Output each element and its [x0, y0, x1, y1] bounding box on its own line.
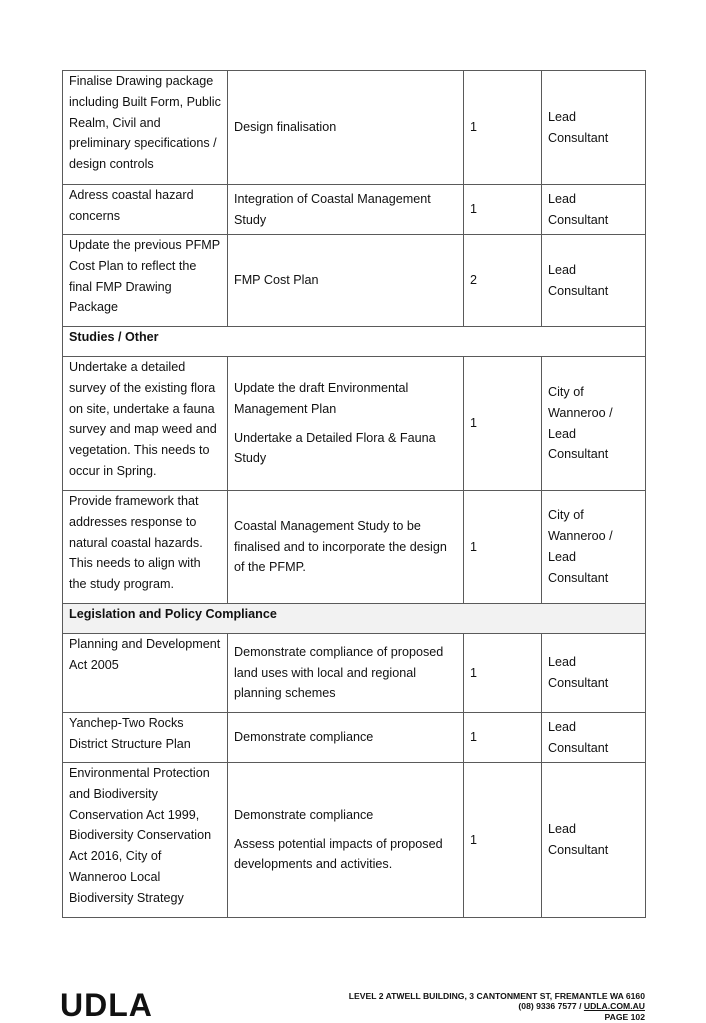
responsibility-cell: Lead Consultant	[542, 235, 646, 327]
footer-website-link[interactable]: UDLA.COM.AU	[583, 1001, 645, 1012]
deliverable-text: Demonstrate compliance	[234, 807, 374, 822]
table-body	[63, 71, 646, 918]
priority-cell: 1	[464, 185, 542, 235]
task-cell: Provide framework that addresses response to natural coastal hazards. This needs to align with the study program.	[63, 491, 228, 604]
deliverable-cell	[228, 235, 464, 327]
deliverable-text: Update the draft Environmental Management Plan	[234, 380, 409, 416]
task-cell: Planning and Development Act 2005	[63, 634, 228, 713]
responsibility-cell: Lead Consultant	[542, 71, 646, 185]
task-cell: Environmental Protection and Biodiversity Conservation Act 1999, Biodiversity Conservation Act 2016, City of Wanneroo Local Biodiversity Strategy	[63, 763, 228, 918]
responsibility-cell: City of Wanneroo / Lead Consultant	[542, 357, 646, 491]
section-row	[63, 327, 646, 357]
table-row	[63, 763, 646, 918]
table-row	[63, 357, 646, 491]
priority-cell: 1	[464, 763, 542, 918]
responsibility-cell: Lead Consultant	[542, 763, 646, 918]
deliverable-text: Demonstrate compliance	[234, 730, 374, 745]
deliverable-cell	[228, 491, 464, 604]
section-heading: Studies / Other	[63, 327, 646, 357]
task-cell: Finalise Drawing package including Built Form, Public Realm, Civil and preliminary specifications / design controls	[63, 71, 228, 185]
footer-phone-line	[349, 1001, 645, 1011]
deliverable-text: Design finalisation	[234, 120, 337, 135]
deliverable-text: Coastal Management Study to be finalised and to incorporate the design of the PFMP.	[234, 518, 447, 575]
priority-cell: 1	[464, 713, 542, 763]
task-cell: Yanchep-Two Rocks District Structure Plan	[63, 713, 228, 763]
responsibility-cell: Lead Consultant	[542, 185, 646, 235]
deliverable-cell	[228, 763, 464, 918]
deliverable-cell	[228, 357, 464, 491]
task-cell: Undertake a detailed survey of the existing flora on site, undertake a fauna survey and map weed and vegetation. This needs to occur in Spring.	[63, 357, 228, 491]
table-row	[63, 634, 646, 713]
footer-page-number: PAGE 102	[604, 1011, 645, 1022]
footer-contact	[349, 991, 645, 1022]
responsibility-cell: City of Wanneroo / Lead Consultant	[542, 491, 646, 604]
footer-separator: /	[579, 1001, 582, 1012]
deliverable-text: Integration of Coastal Management Study	[234, 191, 431, 227]
footer-phone: (08) 9336 7577	[518, 1001, 577, 1012]
priority-cell: 1	[464, 71, 542, 185]
deliverable-text: Assess potential impacts of proposed developments and activities.	[234, 836, 443, 872]
table-row	[63, 235, 646, 327]
priority-cell: 1	[464, 634, 542, 713]
table-row	[63, 713, 646, 763]
table-row	[63, 71, 646, 185]
deliverable-cell	[228, 713, 464, 763]
section-row	[63, 604, 646, 634]
deliverable-text: FMP Cost Plan	[234, 273, 319, 288]
responsibility-cell: Lead Consultant	[542, 713, 646, 763]
priority-cell: 1	[464, 357, 542, 491]
responsibility-cell: Lead Consultant	[542, 634, 646, 713]
deliverables-table	[62, 70, 646, 918]
deliverable-text: Undertake a Detailed Flora & Fauna Study	[234, 430, 436, 466]
deliverable-cell	[228, 71, 464, 185]
udla-logo: UDLA	[60, 987, 153, 1023]
deliverable-cell	[228, 185, 464, 235]
section-heading: Legislation and Policy Compliance	[63, 604, 646, 634]
table-row	[63, 185, 646, 235]
footer-address-line: LEVEL 2 ATWELL BUILDING, 3 CANTONMENT ST, FREMANTLE WA 6160	[348, 991, 645, 1001]
task-cell: Update the previous PFMP Cost Plan to reflect the final FMP Drawing Package	[63, 235, 228, 327]
deliverable-text: Demonstrate compliance of proposed land uses with local and regional planning schemes	[234, 644, 444, 701]
priority-cell: 1	[464, 491, 542, 604]
priority-cell: 2	[464, 235, 542, 327]
table-row	[63, 491, 646, 604]
task-cell: Adress coastal hazard concerns	[63, 185, 228, 235]
deliverable-cell	[228, 634, 464, 713]
